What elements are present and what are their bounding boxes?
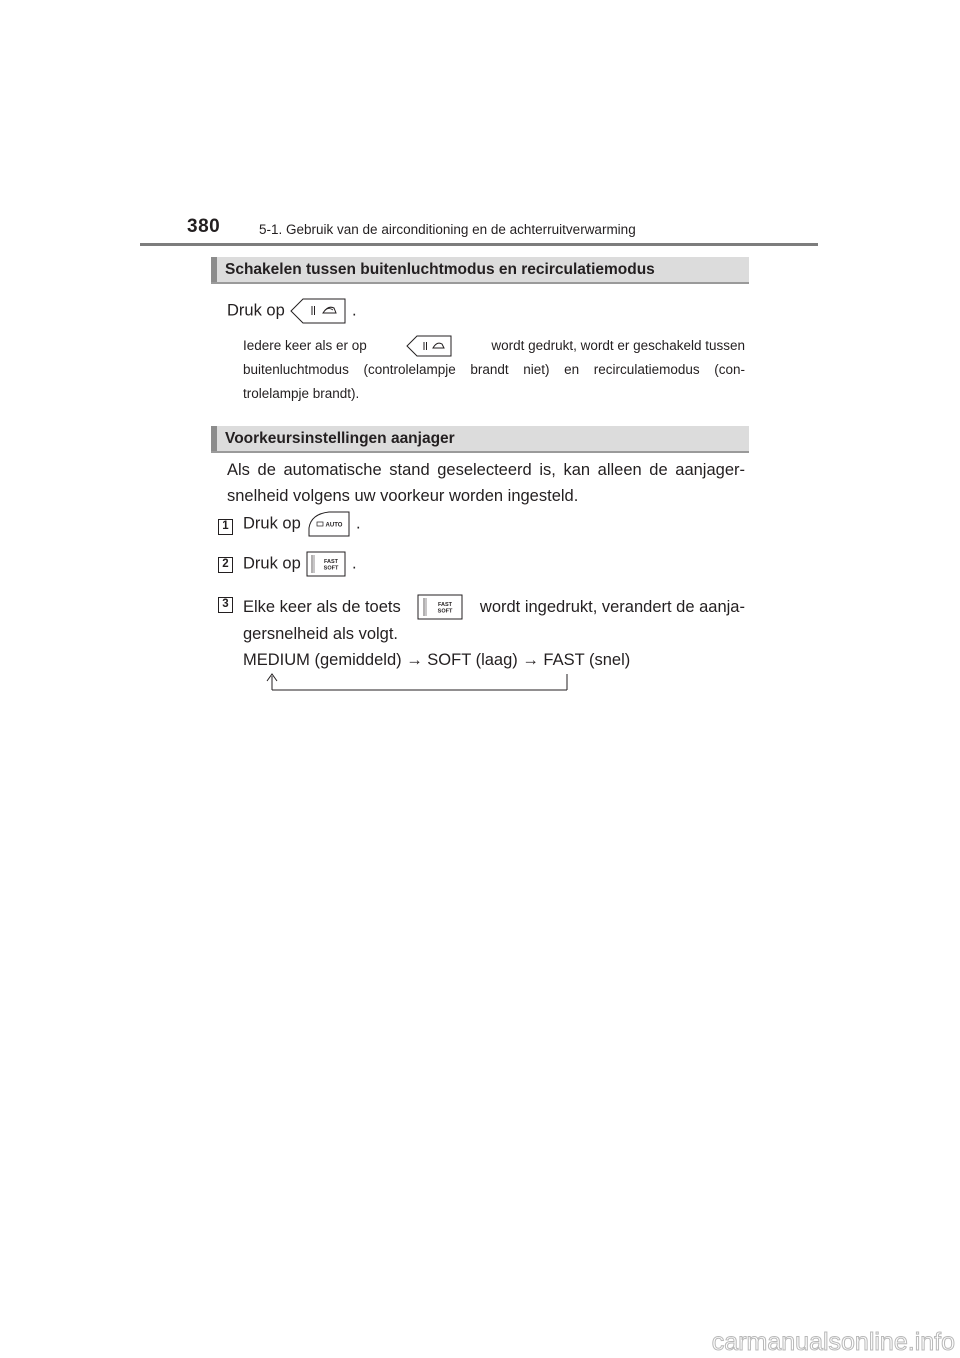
instruction-period: . <box>351 301 357 320</box>
step-2 <box>243 550 357 578</box>
step-3-line-2: gersnelheid als volgt. <box>243 625 399 643</box>
fan-intro-line-1: Als de automatische stand geselecteerd is, kan alleen de aanjager- <box>227 461 745 479</box>
soft-label: SOFT <box>437 608 453 615</box>
section-heading-text: Voorkeursinstellingen aanjager <box>225 430 455 447</box>
step-3-text-after: wordt ingedrukt, verandert de aanja- <box>479 598 745 616</box>
fast-soft-button-icon <box>305 550 347 578</box>
section-heading-air-mode <box>211 257 749 284</box>
step-number-2: 2 <box>218 557 233 573</box>
site-watermark <box>500 1322 960 1358</box>
instruction-press-recirc <box>227 297 357 325</box>
fast-label: FAST <box>438 602 453 608</box>
recirculation-note <box>243 334 745 406</box>
soft-label: SOFT <box>324 565 339 572</box>
step-1-text: Druk op <box>243 514 301 533</box>
step-3 <box>243 593 745 647</box>
step-number-1: 1 <box>218 519 233 535</box>
step-1-period: . <box>355 514 361 533</box>
step-1 <box>243 510 361 538</box>
step-2-period: . <box>351 554 357 573</box>
note-text-after: wordt gedrukt, wordt er geschakeld tussen <box>491 338 745 353</box>
chapter-title: 5-1. Gebruik van de airconditioning en de achterruitverwarming <box>259 222 636 237</box>
note-line-1 <box>243 334 745 358</box>
loop-back-arrow-icon <box>262 670 574 694</box>
section-heading-fan <box>211 426 749 453</box>
fan-intro-line-2: snelheid volgens uw voorkeur worden ingesteld. <box>227 487 579 505</box>
fan-intro <box>227 457 745 509</box>
recirculation-button-icon <box>289 297 347 325</box>
step-2-text: Druk op <box>243 554 301 573</box>
section-heading-bar <box>211 426 217 451</box>
header-rule <box>140 243 818 246</box>
fast-soft-button-icon <box>416 593 464 621</box>
section-heading-text: Schakelen tussen buitenluchtmodus en recirculatiemodus <box>225 261 655 278</box>
watermark-text: carmanualsonline.info <box>711 1328 955 1356</box>
fan-speed-sequence: MEDIUM (gemiddeld) → SOFT (laag) → FAST (snel) <box>243 651 631 669</box>
instruction-text: Druk op <box>227 301 285 320</box>
fast-label: FAST <box>324 559 339 565</box>
auto-button-icon <box>305 510 351 538</box>
section-heading-bar <box>211 257 217 282</box>
step-3-text-before: Elke keer als de toets <box>243 598 401 616</box>
step-3-line-1 <box>243 593 745 621</box>
page-number: 380 <box>187 216 221 237</box>
note-text-before: Iedere keer als er op <box>243 338 367 353</box>
step-number-3: 3 <box>218 597 233 613</box>
note-line-3: trolelampje brandt). <box>243 386 360 401</box>
auto-button-label: AUTO <box>325 522 343 529</box>
note-line-2: buitenluchtmodus (controlelampje brandt niet) en recirculatiemodus (con- <box>243 362 745 377</box>
recirculation-button-icon <box>406 334 452 358</box>
